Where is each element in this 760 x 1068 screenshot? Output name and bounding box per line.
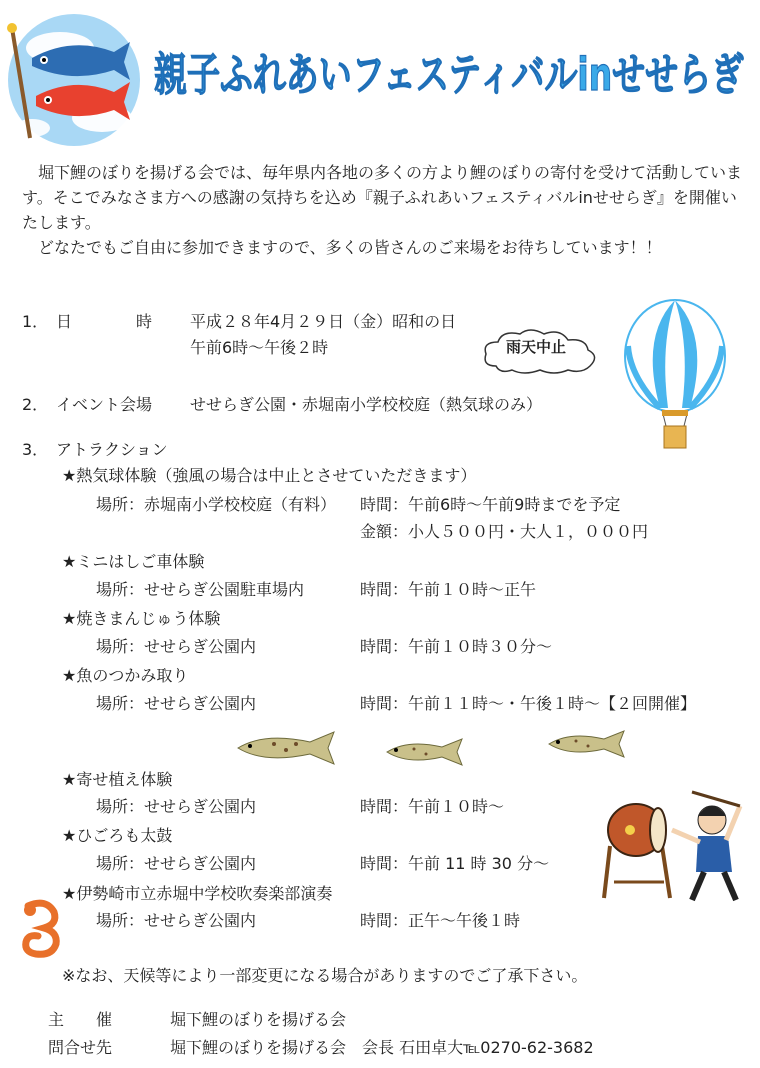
rain-cancel-note: 雨天中止 bbox=[506, 338, 567, 356]
attraction-name: ★ひごろも太鼓 bbox=[62, 826, 173, 845]
fish-icon bbox=[234, 728, 344, 768]
attraction-name: ★伊勢崎市立赤堀中学校吹奏楽部演奏 bbox=[62, 884, 333, 903]
attraction-time: 時間：午前１０時～正午 bbox=[360, 580, 537, 599]
contact-value: 堀下鯉のぼりを揚げる会 会長 石田卓大℡0270-62-3682 bbox=[170, 1038, 594, 1057]
fish-icon bbox=[546, 728, 630, 760]
section-2-label: イベント会場 bbox=[56, 395, 153, 414]
music-note-icon bbox=[18, 898, 64, 960]
attraction-place: 場所：せせらぎ公園内 bbox=[96, 797, 257, 816]
attraction-name: ★熱気球体験（強風の場合は中止とさせていただきます） bbox=[62, 466, 477, 485]
attraction-time: 時間：午前１０時～ bbox=[360, 797, 505, 816]
attraction-name: ★寄せ植え体験 bbox=[62, 770, 173, 789]
attraction-place: 場所：せせらぎ公園内 bbox=[96, 854, 257, 873]
attraction-place: 場所：せせらぎ公園駐車場内 bbox=[96, 580, 305, 599]
attraction-time: 時間：午前 11 時 30 分～ bbox=[360, 854, 550, 873]
intro-paragraph-2: どなたでもご自由に参加できますので、多くの皆さんのご来場をお待ちしています！！ bbox=[38, 238, 662, 257]
attraction-place: 場所：せせらぎ公園内 bbox=[96, 911, 257, 930]
notice-text: ※なお、天候等により一部変更になる場合がありますのでご了承下さい。 bbox=[62, 966, 588, 985]
contact-label: 問合せ先 bbox=[48, 1038, 113, 1057]
attraction-place: 場所：赤堀南小学校校庭（有料） bbox=[96, 495, 337, 514]
organizer-label: 主 催 bbox=[48, 1010, 113, 1029]
koinobori-illustration bbox=[2, 8, 150, 158]
section-1-label: 日 時 bbox=[56, 312, 153, 331]
attraction-place: 場所：せせらぎ公園内 bbox=[96, 694, 257, 713]
section-2-number: 2． bbox=[22, 395, 49, 414]
intro-paragraph-1: 堀下鯉のぼりを揚げる会では、毎年県内各地の多くの方より鯉のぼりの寄付を受けて活動しています。そこでみなさま方への感謝の気持ちを込め『親子ふれあいフェスティバルinせせらぎ』を開催いたします。 bbox=[22, 163, 743, 232]
attraction-time: 時間：午前１１時～・午後１時～【２回開催】 bbox=[360, 694, 697, 713]
attraction-time: 時間：午前１０時３０分～ bbox=[360, 637, 553, 656]
attraction-name: ★ミニはしご車体験 bbox=[62, 552, 205, 571]
attraction-name: ★魚のつかみ取り bbox=[62, 666, 189, 685]
intro-text bbox=[22, 160, 747, 260]
event-venue: せせらぎ公園・赤堀南小学校校庭（熱気球のみ） bbox=[190, 395, 543, 414]
attraction-name: ★焼きまんじゅう体験 bbox=[62, 609, 221, 628]
hot-air-balloon-icon bbox=[620, 296, 730, 456]
attraction-place: 場所：せせらぎ公園内 bbox=[96, 637, 257, 656]
fish-icon bbox=[384, 736, 468, 768]
attraction-time: 時間：午前6時～午前9時までを予定 bbox=[360, 495, 621, 514]
attraction-time: 時間：正午～午後１時 bbox=[360, 911, 521, 930]
taiko-drummer-icon bbox=[600, 786, 750, 906]
event-time: 午前6時～午後２時 bbox=[190, 338, 329, 357]
svg-text:親子ふれあいフェスティバルinせせらぎ: 親子ふれあいフェスティバルinせせらぎ bbox=[154, 48, 744, 101]
section-1-number: 1． bbox=[22, 312, 49, 331]
section-3-number: 3． bbox=[22, 440, 49, 459]
attraction-fee: 金額：小人５００円・大人１，０００円 bbox=[360, 522, 649, 541]
organizer-value: 堀下鯉のぼりを揚げる会 bbox=[170, 1010, 347, 1029]
event-date: 平成２８年4月２９日（金）昭和の日 bbox=[190, 312, 457, 331]
page-title bbox=[150, 32, 750, 112]
section-3-label: アトラクション bbox=[56, 440, 168, 459]
